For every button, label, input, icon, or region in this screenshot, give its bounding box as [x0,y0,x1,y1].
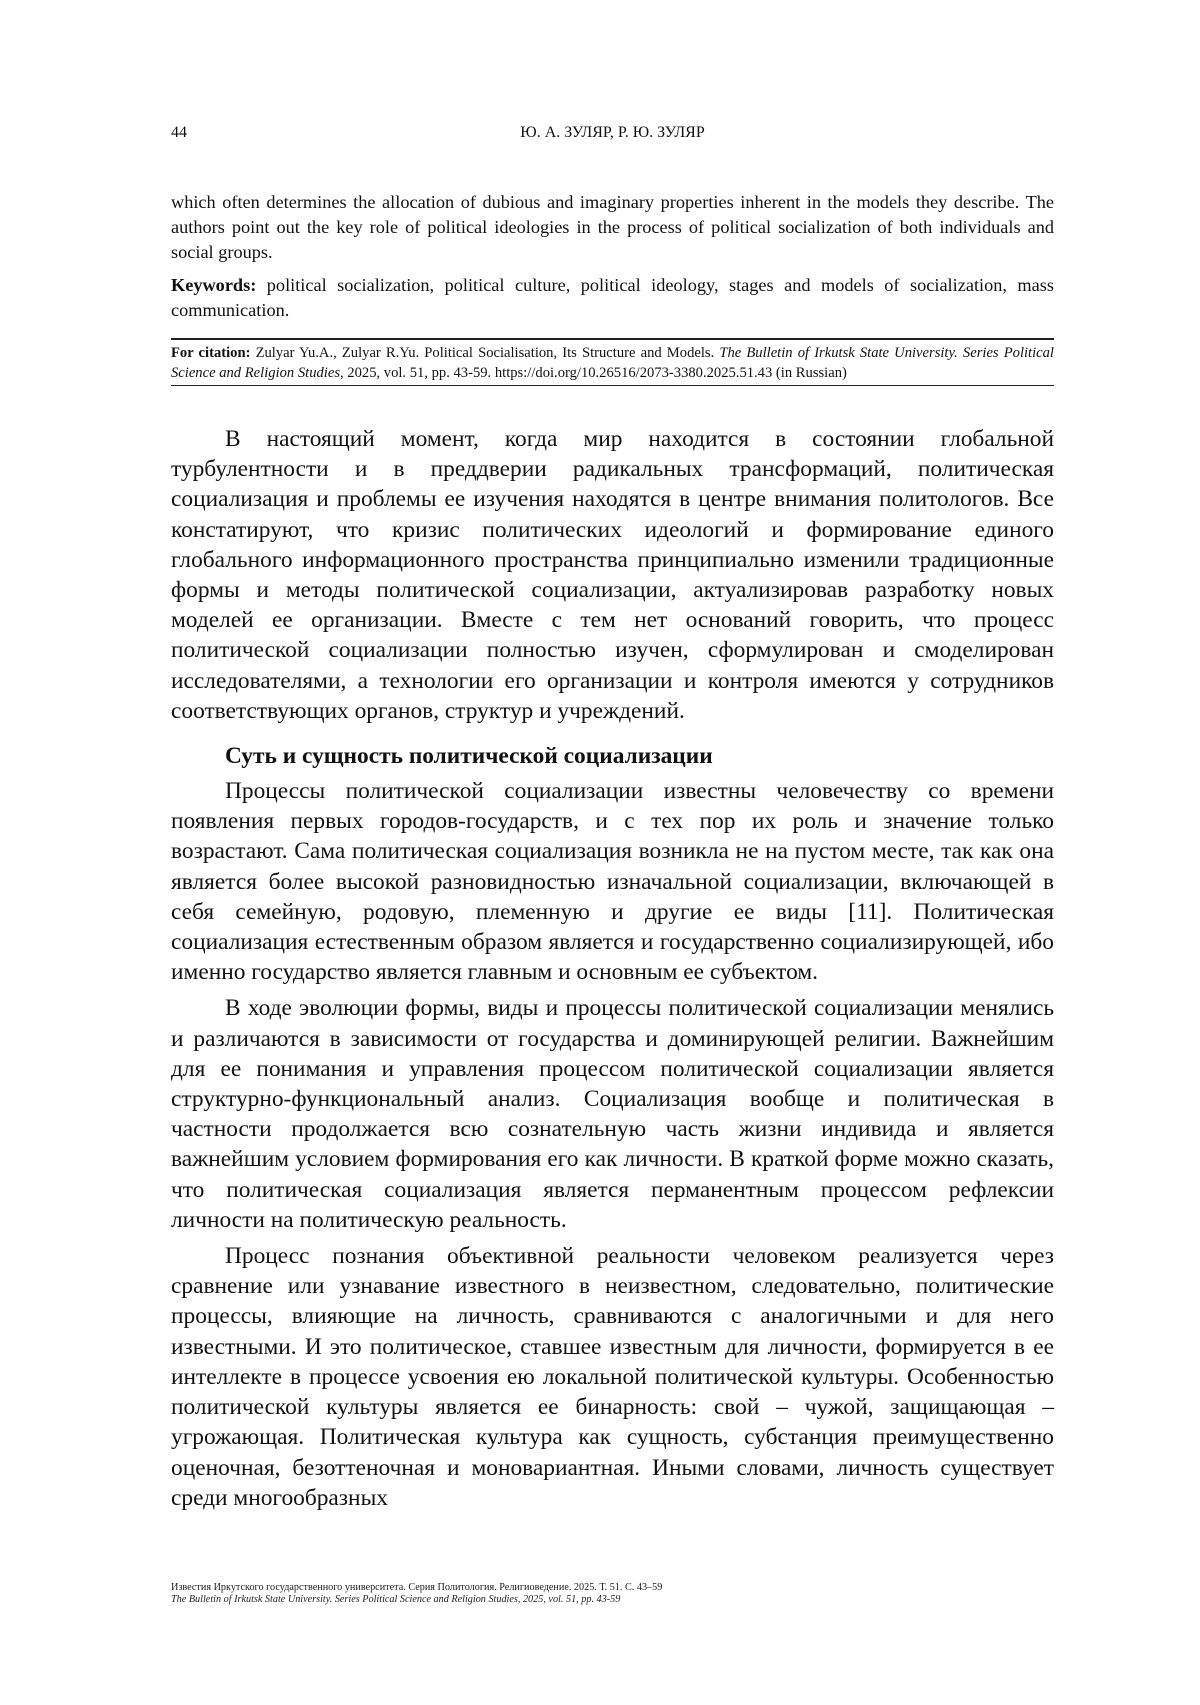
section-heading: Суть и сущность политической социализации [225,743,713,770]
citation-authors-title: Zulyar Yu.A., Zulyar R.Yu. Political Socialisation, Its Structure and Models. [250,345,720,361]
main-text [171,424,1054,1513]
abstract-text: which often determines the allocation of dubious and imaginary properties inherent in the models they describe. The authors point out the key role of political ideologies in the process of political socialization of both individuals and social groups. [171,192,1054,262]
keywords-text: political socialization, political culture, political ideology, stages and models of socialization, mass communication. [171,275,1054,320]
page-number: 44 [171,124,187,141]
citation-details: , 2025, vol. 51, pp. 43-59. https://doi.org/10.26516/2073-3380.2025.51.43 (in Russian) [340,365,847,381]
citation-label: For citation: [171,345,251,361]
keywords [171,273,1054,323]
footer-journal-en: The Bulletin of Irkutsk State University. Series Political Science and Religion Studies, 2025, vol. 51, pp. 43-59 [171,1594,621,1605]
abstract-section [171,190,1054,323]
running-header [171,124,1054,150]
footer-journal-ru: Известия Иркутского государственного университета. Серия Политология. Религиоведение. 2025. Т. 51. С. 43–59 [171,1582,663,1593]
keywords-label: Keywords: [171,275,257,295]
page-footer [171,1582,1054,1606]
body-paragraph: Процесс познания объективной реальности человеком реализуется через сравнение или узнавание известного в неизвестном, следовательно, политические процессы, влияющие на личность, сравниваются с аналогичными и для него известными. И это политическое, ставшее известным для личности, формируется в ее интеллекте в процессе усвоения ею локальной политической культуры. Особенностью политической культуры является ее бинарность: свой – чужой, защищающая – угрожающая. Политическая культура как сущность, субстанция преимущественно оценочная, безоттеночная и моновариантная. Иными словами, личность существует среди многообразных [171,1243,1054,1511]
intro-paragraph: В настоящий момент, когда мир находится в состоянии глобальной турбулентности и в преддверии радикальных трансформаций, политическая социализация и проблемы ее изучения находятся в центре внимания политологов. Все констатируют, что кризис политических идеологий и формирование единого глобального информационного пространства принципиально изменили традиционные формы и методы политической социализации, актуализировав разработку новых моделей ее организации. Вместе с тем нет оснований говорить, что процесс политической социализации полностью изучен, сформулирован и смоделирован исследователями, а технологии его организации и контроля имеются у сотрудников соответствующих органов, структур и учреждений. [171,426,1054,724]
citation-journal: The Bulletin of Irkutsk State University. Series Political Science and Religion Studies [171,345,1054,381]
running-head-authors: Ю. А. ЗУЛЯР, Р. Ю. ЗУЛЯР [520,124,705,141]
body-paragraph: В ходе эволюции формы, виды и процессы политической социализации менялись и различаются в зависимости от государства и доминирующей религии. Важнейшим для ее понимания и управления процессом политической социализации является структурно-функциональный анализ. Социализация вообще и политическая в частности продолжается всю сознательную часть жизни индивида и является важнейшим условием формирования его как личности. В краткой форме можно сказать, что политическая социализация является перманентным процессом рефлексии личности на политическую реальность. [171,995,1054,1233]
citation-box [171,338,1054,386]
body-paragraph: Процессы политической социализации известны человечеству со времени появления первых городов-государств, и с тех пор их роль и значение только возрастают. Сама политическая социализация возникла не на пустом месте, так как она является более высокой разновидностью изначальной социализации, включающей в себя семейную, родовую, племенную и другие ее виды [11]. Политическая социализация естественным образом является и государственно социализирующей, ибо именно государство является главным и основным ее субъектом. [171,778,1054,986]
